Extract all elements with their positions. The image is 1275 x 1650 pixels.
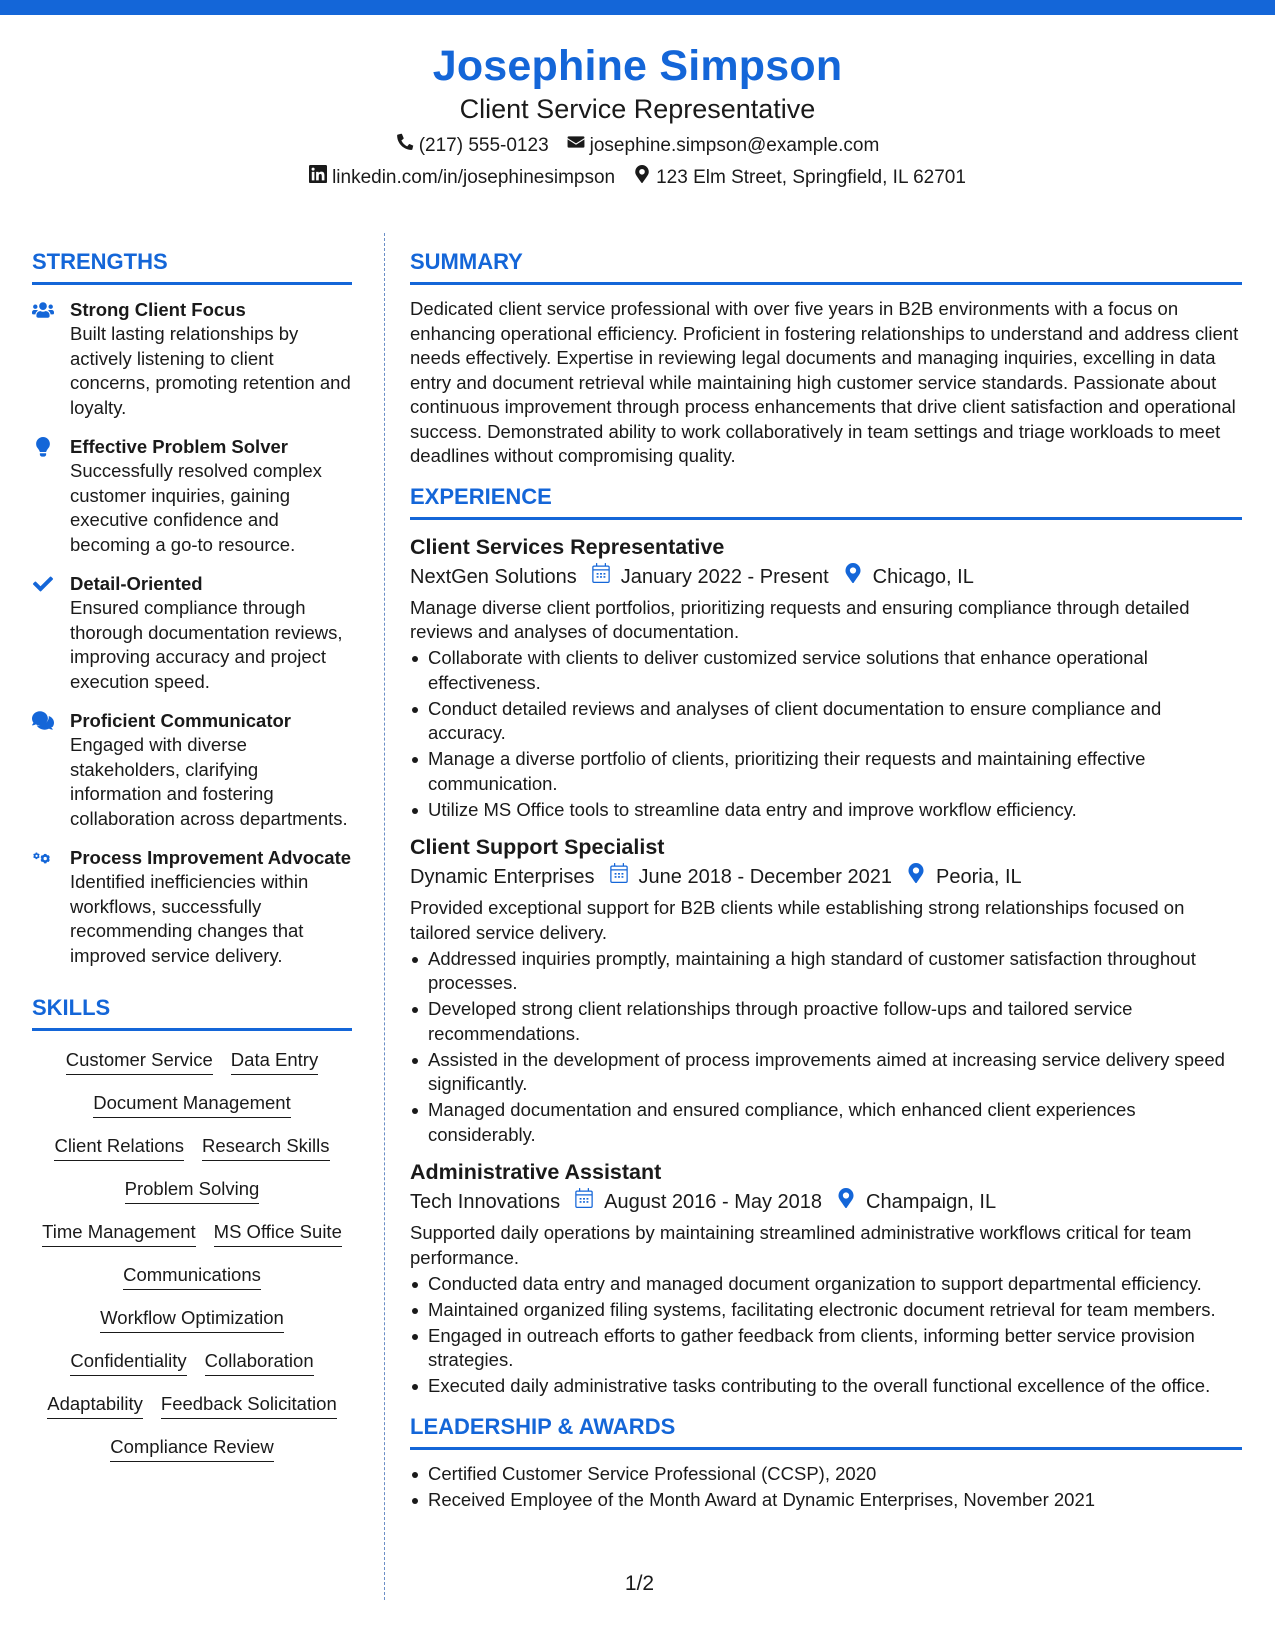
strength-desc: Built lasting relationships by actively listening to client concerns, promoting retention and loyalty. (70, 323, 351, 418)
skill-row (32, 1090, 352, 1118)
bullet-item: Addressed inquiries promptly, maintaining a high standard of customer satisfaction throughout processes. (410, 947, 1242, 996)
linkedin-contact[interactable] (309, 164, 615, 192)
job-meta (410, 1187, 1242, 1217)
phone-contact (396, 132, 549, 160)
summary-text: Dedicated client service professional with over five years in B2B environments with a focus on enhancing operational efficiency. Proficient in fostering relationships to understand and address client needs effectively. Expertise in reviewing legal documents and managing inquiries, excelling in data entry and document retrieval while maintaining high customer service standards. Passionate about continuous improvement through process enhancements that drive client satisfaction and operational success. Demonstrated ability to work collaboratively in team settings and triage workloads to meet deadlines without compromising quality. (410, 298, 1239, 466)
bullet-item: Assisted in the development of process improvements aimed at increasing service delivery speed significantly. (410, 1048, 1242, 1097)
strength-desc: Identified inefficiencies within workflows, successfully recommending changes that improved service delivery. (70, 871, 309, 966)
email-contact[interactable] (567, 132, 880, 160)
strengths-heading: STRENGTHS (32, 248, 352, 285)
bullet-item: Collaborate with clients to deliver customized service solutions that enhance operational effectiveness. (410, 646, 1242, 695)
job-dates: January 2022 - Present (620, 565, 829, 588)
page-number: 1/2 (624, 1572, 655, 1595)
bullet-item: Maintained organized filing systems, facilitating electronic document retrieval for team members. (410, 1298, 1242, 1323)
address-contact (633, 164, 966, 192)
skill-row (32, 1434, 352, 1462)
bullet-item: Conducted data entry and managed document organization to support departmental efficiency. (410, 1272, 1242, 1297)
cogs-icon (32, 845, 56, 968)
email-text: josephine.simpson@example.com (589, 135, 880, 156)
job-location: Peoria, IL (936, 866, 1022, 888)
right-column (410, 248, 1242, 1512)
strength-title: Detail-Oriented (70, 573, 203, 594)
strength-desc: Ensured compliance through thorough documentation reviews, improving accuracy and project execution speed. (70, 597, 343, 692)
job-location: Chicago, IL (872, 565, 974, 588)
company-name: NextGen Solutions (410, 565, 577, 588)
linkedin-icon (309, 164, 327, 192)
job-meta (410, 562, 1242, 592)
job-description: Provided exceptional support for B2B clients while establishing strong relationships focused on tailored service delivery. (410, 897, 1185, 943)
column-divider (384, 233, 385, 1600)
job-entry (410, 1157, 1242, 1399)
contact-row-2 (0, 164, 1275, 192)
map-marker-icon (633, 164, 651, 192)
top-accent-bar (0, 0, 1275, 15)
skill-tag: Client Relations (54, 1133, 184, 1161)
bullet-item: Conduct detailed reviews and analyses of client documentation to ensure compliance and accuracy. (410, 697, 1242, 746)
job-meta (410, 862, 1242, 892)
job-title: Client Services Representative (410, 534, 725, 559)
skill-row (32, 1348, 352, 1376)
comments-icon (32, 708, 56, 831)
linkedin-text: linkedin.com/in/josephinesimpson (332, 167, 616, 188)
candidate-name: Josephine Simpson (432, 42, 843, 90)
experience-heading: EXPERIENCE (410, 483, 1242, 520)
strength-item (32, 297, 352, 420)
skill-tag: Customer Service (66, 1047, 213, 1075)
skills-heading: SKILLS (32, 994, 352, 1031)
skill-row (32, 1047, 352, 1075)
map-marker-icon (836, 1187, 856, 1217)
bullet-item: Executed daily administrative tasks contributing to the overall functional excellence of the office. (410, 1374, 1242, 1399)
address-text: 123 Elm Street, Springfield, IL 62701 (656, 167, 966, 188)
skills-section (32, 994, 352, 1462)
bullet-item: Developed strong client relationships through proactive follow-ups and tailored service recommendations. (410, 997, 1242, 1046)
contact-row-1 (0, 132, 1275, 160)
strength-desc: Engaged with diverse stakeholders, clarifying information and fostering collaboration across departments. (70, 734, 348, 829)
job-location: Champaign, IL (866, 1191, 997, 1213)
skill-row (32, 1133, 352, 1161)
job-title: Client Support Specialist (410, 835, 665, 859)
strength-title: Process Improvement Advocate (70, 847, 352, 868)
job-dates: August 2016 - May 2018 (604, 1191, 823, 1213)
awards-list (410, 1462, 1242, 1513)
skill-row (32, 1305, 352, 1333)
strength-title: Strong Client Focus (70, 299, 246, 320)
strength-item (32, 571, 352, 694)
strength-item (32, 708, 352, 831)
skill-tag: Workflow Optimization (100, 1305, 284, 1333)
users-icon (32, 297, 56, 420)
phone-text: (217) 555-0123 (418, 135, 549, 156)
phone-icon (396, 132, 414, 160)
calendar-icon (591, 562, 611, 592)
map-marker-icon (843, 562, 863, 592)
skill-tag: Problem Solving (125, 1176, 260, 1204)
job-entry (410, 532, 1242, 823)
strength-desc: Successfully resolved complex customer inquiries, gaining executive confidence and becoming a go-to resource. (70, 460, 322, 555)
envelope-icon (567, 132, 585, 160)
check-icon (32, 571, 56, 694)
lightbulb-icon (32, 434, 56, 557)
award-item: Certified Customer Service Professional (CCSP), 2020 (410, 1462, 1242, 1487)
skill-tag: Adaptability (47, 1391, 143, 1419)
skill-tag: Confidentiality (70, 1348, 186, 1376)
skill-tag: Time Management (42, 1219, 196, 1247)
strength-title: Effective Problem Solver (70, 436, 288, 457)
map-marker-icon (906, 862, 926, 892)
left-column (32, 248, 352, 1477)
award-item: Received Employee of the Month Award at Dynamic Enterprises, November 2021 (410, 1488, 1242, 1513)
strength-title: Proficient Communicator (70, 710, 291, 731)
job-title: Administrative Assistant (410, 1160, 662, 1184)
bullet-item: Engaged in outreach efforts to gather feedback from clients, informing better service provision strategies. (410, 1324, 1242, 1373)
bullet-item: Manage a diverse portfolio of clients, prioritizing their requests and maintaining effective communication. (410, 747, 1242, 796)
skill-tag: Compliance Review (110, 1434, 273, 1462)
strength-item (32, 434, 352, 557)
bullet-item: Managed documentation and ensured compliance, which enhanced client experiences considerably. (410, 1098, 1242, 1147)
job-description: Supported daily operations by maintaining streamlined administrative workflows critical for team performance. (410, 1222, 1192, 1268)
skill-tag: Data Entry (231, 1047, 318, 1075)
resume-header (0, 40, 1275, 192)
calendar-icon (574, 1187, 594, 1217)
company-name: Dynamic Enterprises (410, 866, 595, 888)
awards-heading: LEADERSHIP & AWARDS (410, 1413, 1242, 1450)
company-name: Tech Innovations (410, 1191, 561, 1213)
job-entry (410, 832, 1242, 1147)
calendar-icon (609, 862, 629, 892)
skill-tag: MS Office Suite (214, 1219, 342, 1247)
summary-heading: SUMMARY (410, 248, 1242, 285)
strength-item (32, 845, 352, 968)
skill-row (32, 1391, 352, 1419)
skill-tag: Document Management (93, 1090, 290, 1118)
job-bullets (410, 947, 1242, 1148)
job-description: Manage diverse client portfolios, prioritizing requests and ensuring compliance through detailed reviews and analyses of documentation. (410, 596, 1190, 642)
job-bullets (410, 646, 1242, 822)
skill-tag: Research Skills (202, 1133, 330, 1161)
skill-row (32, 1219, 352, 1247)
skill-tag: Collaboration (205, 1348, 314, 1376)
job-dates: June 2018 - December 2021 (638, 866, 893, 888)
skill-row (32, 1262, 352, 1290)
skill-row (32, 1176, 352, 1204)
skill-tag: Communications (123, 1262, 261, 1290)
skill-tag: Feedback Solicitation (161, 1391, 337, 1419)
candidate-title: Client Service Representative (459, 94, 816, 124)
bullet-item: Utilize MS Office tools to streamline data entry and improve workflow efficiency. (410, 798, 1242, 823)
job-bullets (410, 1272, 1242, 1399)
